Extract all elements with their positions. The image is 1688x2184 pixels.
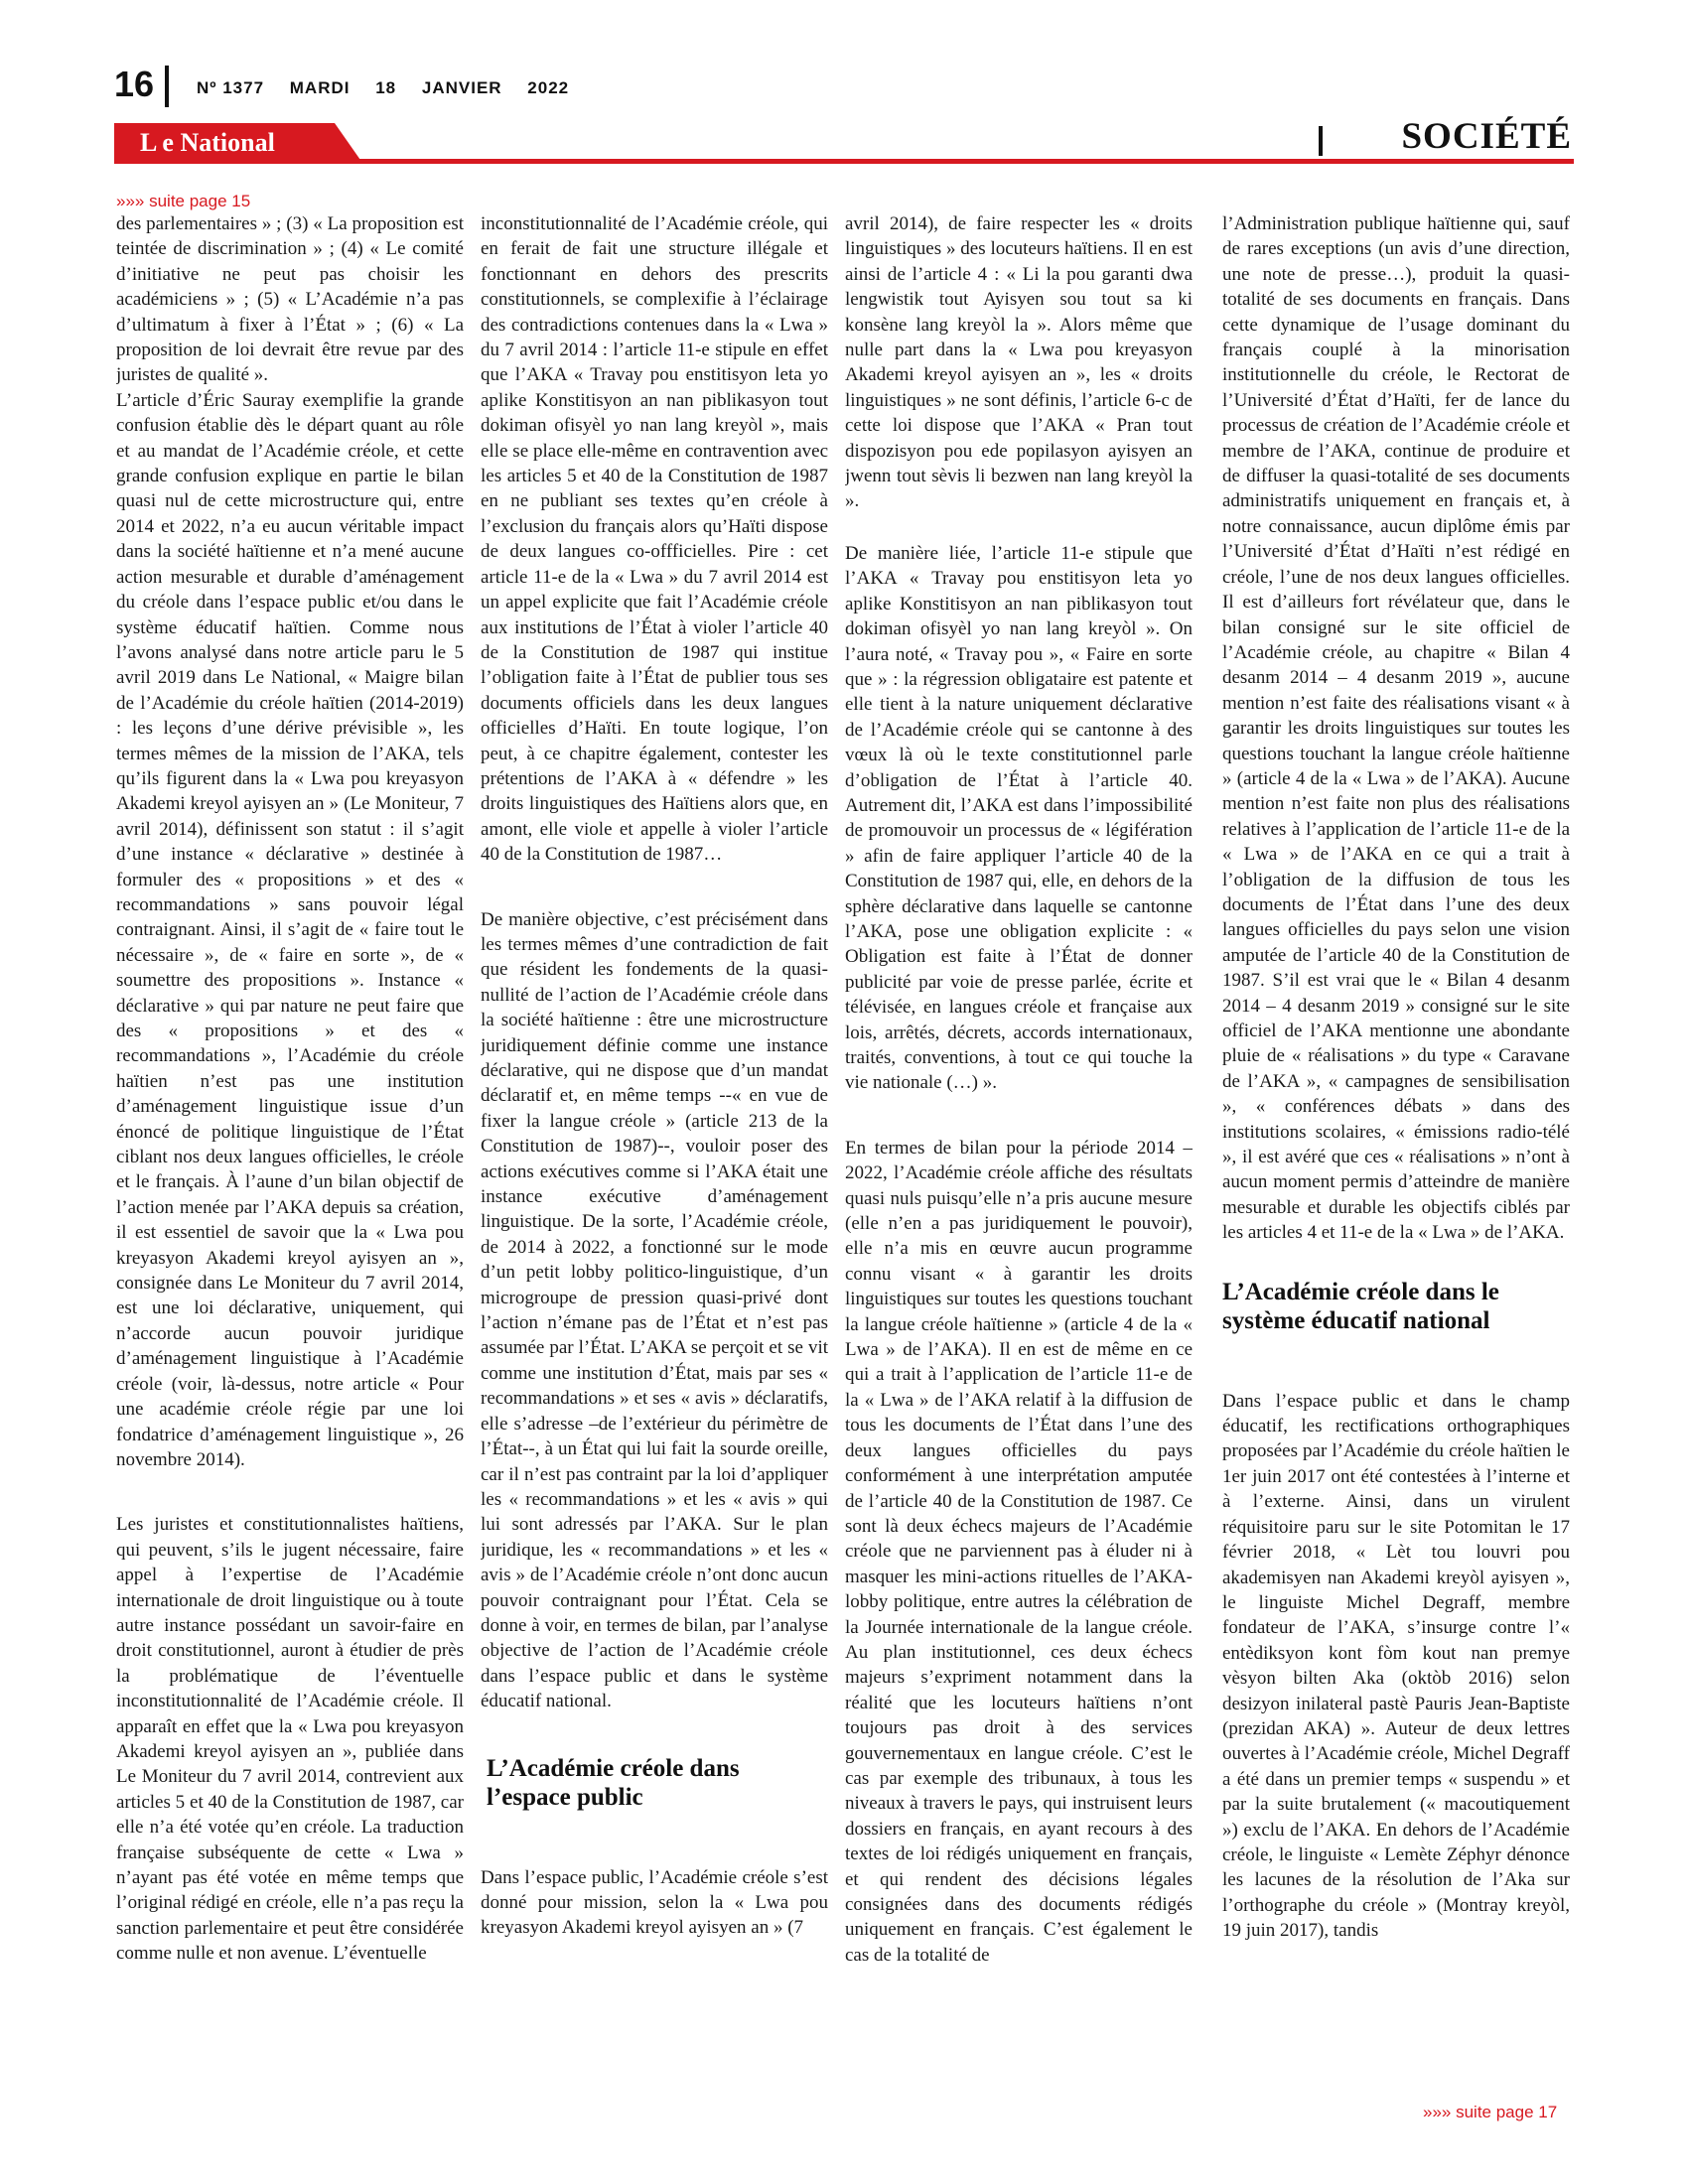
page-number: 16 (114, 64, 155, 104)
article-column-3 (845, 211, 1193, 2098)
header-divider (165, 66, 169, 107)
paragraph: Dans l’espace public, l’Académie créole s’est donné pour mission, selon la « Lwa pou kreyasyon Akademi kreyol ayisyen an » (7 (481, 1866, 828, 1939)
paragraph: Dans l’espace public et dans le champ éducatif, les rectifications orthographiques proposées par l’Académie du créole haïtien le 1er juin 2017 ont été contestées à l’interne et à l’externe. Ainsi, dans un virulent réquisitoire paru sur le site Potomitan le 17 février 2018, « Lèt tou louvri pou akademisyen nan Akademi kreyòl ayisyen », le linguiste Michel Degraff, membre fondateur de l’AKA, s’insurge contre l’« entèdiksyon kont fòm kout nan premye vèsyon bilten Aka (oktòb 2016) selon desizyon inilateral pastè Pauris Jean-Baptiste (prezidan AKA) ». Auteur de deux lettres ouvertes à l’Académie créole, Michel Degraff a été dans un premier temps « suspendu » et par la suite brutalement (« macoutiquement ») exclu de l’AKA. En dehors de l’Académie créole, le linguiste « Lemète Zéphyr dénonce les lacunes de la résolution de l’Aka sur l’orthographe du créole » (Montray kreyòl, 19 juin 2017), tandis (1222, 1390, 1570, 1942)
paragraph: l’Administration publique haïtienne qui, sauf de rares exceptions (un avis d’une direction, une note de presse…), produit la quasi-totalité de ses documents en français. Dans cette dynamique de l’usage dominant du français couplé à la minorisation institutionnelle du créole, le Rectorat de l’Université d’État d’Haïti, fer de lance du processus de création de l’Académie créole et membre de l’AKA, continue de produire et de diffuser la quasi-totalité de ses documents administratifs uniquement en français et, à notre connaissance, aucun diplôme émis par l’Université d’État d’Haïti n’est rédigé en créole, l’une de nos deux langues officielles. Il est d’ailleurs fort révélateur que, dans le bilan consigné sur le site officiel de l’Académie créole, au chapitre « Bilan 4 desanm 2014 – 4 desanm 2019 », aucune mention n’est faite des réalisations visant « à garantir les droits linguistiques sur toutes les questions touchant la langue créole haïtienne » (article 4 de la « Lwa » de l’AKA). Aucune mention n’est faite non plus des réalisations relatives à l’application de l’article 11-e de la « Lwa » de l’AKA en ce qui a trait à l’obligation de la diffusion de tous les documents de l’État dans l’une des deux langues officielles du pays selon une vision amputée de l’article 40 de la Constitution de 1987. S’il est vrai que le « Bilan 4 desanm 2014 – 4 desanm 2019 » consigné sur le site officiel de l’AKA mentionne une abondante pluie de « réalisations » du type « Caravane de l’AKA », « campagnes de sensibilisation », « conférences débats » dans des institutions scolaires, « émissions radio-télé », il est avéré que ces « réalisations » n’ont à aucun moment permis d’atteindre de manière mesurable et durable les objectifs ciblés par les articles 4 et 11-e de la « Lwa » de l’AKA. (1222, 213, 1570, 1244)
paragraph: des parlementaires » ; (3) « La proposition est teintée de discrimination » ; (4) « Le comité d’initiative ne peut pas choisir les académiciens » ; (5) « L’Académie n’a pas d’ultimatum à fixer à l’État » ; (6) « La proposition de loi devrait être revue par des juristes de qualité ». (116, 213, 464, 386)
paragraph: Les juristes et constitutionnalistes haïtiens, qui peuvent, s’ils le jugent nécessaire, faire appel à l’expertise de l’Académie internationale de droit linguistique ou à toute autre instance possédant un savoir-faire en droit constitutionnel, auront à étudier de près la problématique de l’éventuelle inconstitutionnalité de l’Académie créole. Il apparaît en effet que la « Lwa pou kreyasyon Akademi kreyol ayisyen an », publiée dans Le Moniteur du 7 avril 2014, contrevient aux articles 5 et 40 de la Constitution de 1987, car elle n’a été votée qu’en créole. La traduction française subséquente de cette « Lwa » n’ayant pas été votée en même temps que l’original rédigé en créole, elle n’a pas reçu la sanction parlementaire et peut être considérée comme nulle et non avenue. L’éventuelle (116, 1514, 464, 1965)
article-column-1 (116, 211, 464, 2098)
article-column-4 (1222, 211, 1570, 2098)
paragraph: De manière liée, l’article 11-e stipule que l’AKA « Travay pou enstitisyon leta yo aplike Konstitisyon an nan piblikasyon tout dokiman ofisyèl yo nan lang kreyòl ». On l’aura noté, « Travay pou », « Faire en sorte que » : la régression obligataire est patente et elle tient à la nature uniquement déclarative de l’Académie créole qui se cantonne à des vœux là où le texte constitutionnel parle d’obligation de l’État à l’article 40. Autrement dit, l’AKA est dans l’impossibilité de promouvoir un processus de « légifération » afin de faire appliquer l’article 40 de la Constitution de 1987 qui, elle, en dehors de la sphère déclarative dans laquelle se cantonne l’AKA, pose une obligation explicite : « Obligation est faite à l’État de donner publicité par voie de presse parlée, écrite et télévisée, en langues créole et française aux lois, arrêtés, décrets, accords internationaux, traités, conventions, à tout ce qui touche la vie nationale (…) ». (845, 542, 1193, 1094)
paragraph: avril 2014), de faire respecter les « droits linguistiques » des locuteurs haïtiens. Il en est ainsi de l’article 4 : « Li la pou garanti dwa lengwistik tout Ayisyen sou tout sa ki konsène lang kreyòl la ». Alors même que nulle part dans la « Lwa pou kreyasyon Akademi kreyol ayisyen an », les « droits linguistiques » ne sont définis, l’article 6-c de cette loi dispose que l’AKA « Pran tout dispozisyon pou ede popilasyon ayisyen an jwenn tout sèvis li bezwen nan lang kreyòl la ». (845, 213, 1193, 512)
paragraph: En termes de bilan pour la période 2014 – 2022, l’Académie créole affiche des résultats quasi nuls puisqu’elle n’a pris aucune mesure (elle n’en a pas juridiquement le pouvoir), elle n’a mis en œuvre aucun programme connu visant « à garantir les droits linguistiques sur toutes les questions touchant la langue créole haïtienne » (article 4 de la « Lwa » de l’AKA). Il en est de même en ce qui a trait à l’application de l’article 11-e de la « Lwa » de l’AKA relatif à la diffusion de tous les documents de l’État dans l’une des deux langues officielles du pays conformément à une interprétation amputée de l’article 40 de la Constitution de 1987. Ce sont là deux échecs majeurs de l’Académie créole que ne parviennent pas à éluder ni à masquer les mini-actions rituelles de l’AKA-lobby politique, entre autres la célébration de la Journée internationale de la langue créole. Au plan institutionnel, ces deux échecs majeurs s’expriment notamment dans la réalité que les locuteurs haïtiens n’ont toujours pas droit à des services gouvernementaux en langue créole. C’est le cas par exemple des tribunaux, à tous les niveaux à travers le pays, qui instruisent leurs dossiers en français, en ayant recours à des textes de loi rédigés uniquement en français, et qui rendent des décisions légales consignées dans des documents rédigés uniquement en français. C’est également le cas de la totalité de (845, 1137, 1193, 1966)
subheading: L’Académie créole dans l’espace public (487, 1754, 740, 1811)
issue-month: JANVIER (421, 78, 502, 97)
brand-banner (114, 123, 362, 163)
issue-year: 2022 (527, 78, 570, 97)
continued-on-link[interactable]: »»» suite page 17 (1423, 2103, 1558, 2121)
issue-weekday: MARDI (289, 78, 351, 97)
section-title: SOCIÉTÉ (1401, 116, 1572, 157)
issue-day: 18 (375, 78, 397, 97)
paragraph: De manière objective, c’est précisément dans les termes mêmes d’une contradiction de fait que résident les fondements de la quasi-nullité de l’action de l’Académie créole dans la société haïtienne : être une microstructure juridiquement définie comme une instance déclarative, qui ne dispose que d’un mandat déclaratif et, en même temps --« en vue de fixer la langue créole » (article 213 de la Constitution de 1987)--, vouloir poser des actions exécutives comme si l’AKA était une instance exécutive d’aménagement linguistique. De la sorte, l’Académie créole, de 2014 à 2022, a fonctionné sur le mode d’un petit lobby politico-linguistique, d’un microgroupe de pression quasi-privé dont l’action n’émane pas de l’État et n’est pas assumée par l’État. L’AKA se perçoit et se vit comme une institution d’État, mais par ses « recommandations » et ses « avis » déclaratifs, elle s’adresse –de l’extérieur du périmètre de l’État--, à un État qui lui fait la sourde oreille, car il n’est pas contraint par la loi d’appliquer les « recommandations » et les « avis » qui lui sont adressés par l’AKA. Sur le plan juridique, les « recommandations » et les « avis » de l’Académie créole n’ont donc aucun pouvoir contraignant pour l’État. Cela se donne à voir, en termes de bilan, par l’analyse objective de l’action de l’Académie créole dans l’espace public et dans le système éducatif national. (481, 908, 828, 1712)
article-column-2 (481, 211, 828, 2098)
paragraph: L’article d’Éric Sauray exemplifie la grande confusion établie dès le départ quant au rôle et au mandat de l’Académie créole, et cette grande confusion explique en partie le bilan quasi nul de cette microstructure qui, entre 2014 et 2022, n’a eu aucun véritable impact dans la société haïtienne et n’a mené aucune action mesurable et durable d’aménagement du créole dans l’espace public et/ou dans le système éducatif haïtien. Comme nous l’avons analysé dans notre article paru le 5 avril 2019 dans Le National, « Maigre bilan de l’Académie du créole haïtien (2014-2019) : les leçons d’une dérive prévisible », les termes mêmes de la mission de l’AKA, tels qu’ils figurent dans la « Lwa pou kreyasyon Akademi kreyol ayisyen an » (Le Moniteur, 7 avril 2014), définissent son statut : il s’agit d’une instance « déclarative » destinée à formuler des « propositions » et des « recommandations » sans pouvoir légal contraignant. Ainsi, il s’agit de « faire tout le nécessaire », de « faire en sorte », de « soumettre des propositions ». Instance « déclarative » qui par nature ne peut faire que des « propositions » et des « recommandations », l’Académie du créole haïtien n’est pas une institution d’aménagement linguistique issue d’un énoncé de politique linguistique de l’État ciblant nos deux langues officielles, le créole et le français. À l’aune d’un bilan objectif de l’action menée par l’AKA depuis sa création, il est essentiel de savoir que la « Lwa pou kreyasyon Akademi kreyol ayisyen an », consignée dans Le Moniteur du 7 avril 2014, est une loi déclarative, uniquement, qui n’accorde aucun pouvoir juridique d’aménagement linguistique à l’Académie créole (voir, là-dessus, notre article « Pour une académie créole régie par une loi fondatrice d’aménagement linguistique », 26 novembre 2014). (116, 389, 464, 1470)
paragraph: inconstitutionnalité de l’Académie créole, qui en ferait de fait une structure illégale et fonctionnant en dehors des prescrits constitutionnels, se complexifie à l’éclairage des contradictions contenues dans la « Lwa » du 7 avril 2014 : l’article 11-e stipule en effet que l’AKA « Travay pou enstitisyon leta yo aplike Konstitisyon an nan piblikasyon tout dokiman ofisyèl yo nan lang kreyòl », mais elle se place elle-même en contravention avec les articles 5 et 40 de la Constitution de 1987 en ne publiant ses textes qu’en créole à l’exclusion du français alors qu’Haïti dispose de deux langues co-offficielles. Pire : cet article 11-e de la « Lwa » du 7 avril 2014 est un appel explicite que fait l’Académie créole aux institutions de l’État à violer l’article 40 de la Constitution de 1987 qui institue l’obligation faite à l’État de publier tous ses documents officiels dans les deux langues officielles d’Haïti. En toute logique, l’on peut, à ce chapitre également, contester les prétentions de l’AKA à « défendre » les droits linguistiques des Haïtiens alors que, en amont, elle viole et appelle à violer l’article 40 de la Constitution de 1987… (481, 213, 828, 866)
brand-name: L e National (140, 128, 275, 157)
section-divider (1319, 126, 1323, 156)
issue-number: Nº 1377 (197, 78, 265, 97)
issue-date-line (197, 78, 569, 98)
subheading: L’Académie créole dans le système éducatif national (1222, 1278, 1499, 1334)
header-red-rule (114, 159, 1574, 164)
continued-from-link[interactable]: »»» suite page 15 (116, 192, 251, 210)
